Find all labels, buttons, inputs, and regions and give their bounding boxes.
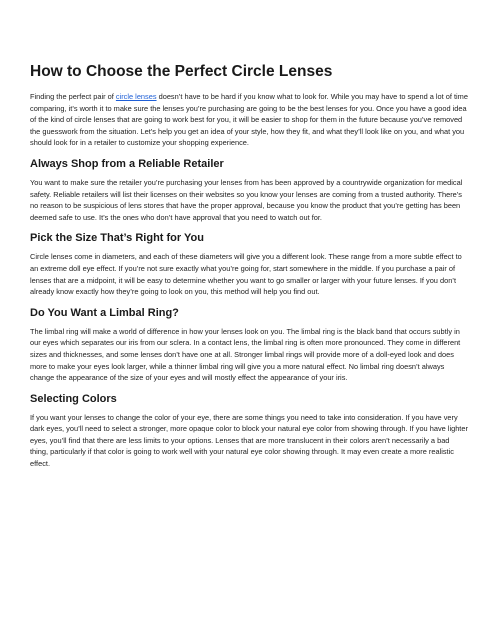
section-heading-selecting-colors: Selecting Colors	[30, 392, 117, 405]
page-title: How to Choose the Perfect Circle Lenses	[30, 63, 333, 80]
circle-lenses-link[interactable]: circle lenses	[115, 92, 157, 101]
intro-text-after-link: doesn’t have to be hard if you know what to look for. While you may have to spend a lot of time comparing, it’s worth it to make sure the lenses you’re purchasing are going to be the best lenses for you. Once you have a good idea of the kind of circle lenses that are going to work best for you, it will be easier to shop for them in the future because you’ve removed the guesswork from the situation. Let’s help you get an idea of your style, how they fit, and what they’ll look like on you, and what you should look for in a retailer to customize your shopping experience.	[30, 92, 468, 148]
section-body-pick-size: Circle lenses come in diameters, and each of these diameters will give you a different look. These range from a more subtle effect to an extreme doll eye effect. If you’re not sure exactly what you’re going for, start somewhere in the middle. If you purchase a pair of lenses that are a midpoint, it will be easy to determine whether you want to go smaller or larger with your future lenses. If you don’t already know exactly how they’re going to look on you, this method will help you find out.	[30, 252, 462, 297]
section-body-limbal-ring: The limbal ring will make a world of difference in how your lenses look on you. The limbal ring is the black band that occurs subtly in our eyes which separates our iris from our sclera. In a contact lens, the limbal ring is often more pronounced. They come in different sizes and thicknesses, and some lenses don’t have one at all. Stronger limbal rings will provide more of a doll-eyed look and does more to make your eyes look larger, while a thinner limbal ring will give you a more natural effect. No limbal ring doesn’t always change the appearance of the size of your eyes and will mostly effect the appearance of your iris.	[30, 326, 461, 383]
section-heading-limbal-ring: Do You Want a Limbal Ring?	[30, 306, 179, 319]
document-page	[30, 62, 468, 470]
section-body-selecting-colors: If you want your lenses to change the color of your eye, there are some things you need to take into consideration. If you have very dark eyes, you’ll need to select a stronger, more opaque color to block your natural eye color from showing through. If you have lighter eyes, you’ll find that there are less limits to your options. Lenses that are more translucent in their colors aren’t necessarily a bad thing, particularly if that color is going to work well with your natural eye color showing through. It may even create a more realistic effect.	[30, 412, 468, 469]
section-heading-reliable-retailer: Always Shop from a Reliable Retailer	[30, 157, 224, 170]
intro-text-before-link: Finding the perfect pair of	[30, 92, 116, 101]
section-body-reliable-retailer: You want to make sure the retailer you’re purchasing your lenses from has been approved by a countrywide organization for medical safety. Reliable retailers will list their licenses on their websites so you know your lenses are coming from a trusted authority. There’s no reason to be suspicious of lens stores that have the proper approval, because you know the product that you’re getting has been deemed safe to use. It’s the ones who don’t have approval that you need to watch out for.	[30, 177, 463, 222]
intro-paragraph	[30, 91, 468, 149]
section-heading-pick-size: Pick the Size That’s Right for You	[30, 232, 204, 245]
